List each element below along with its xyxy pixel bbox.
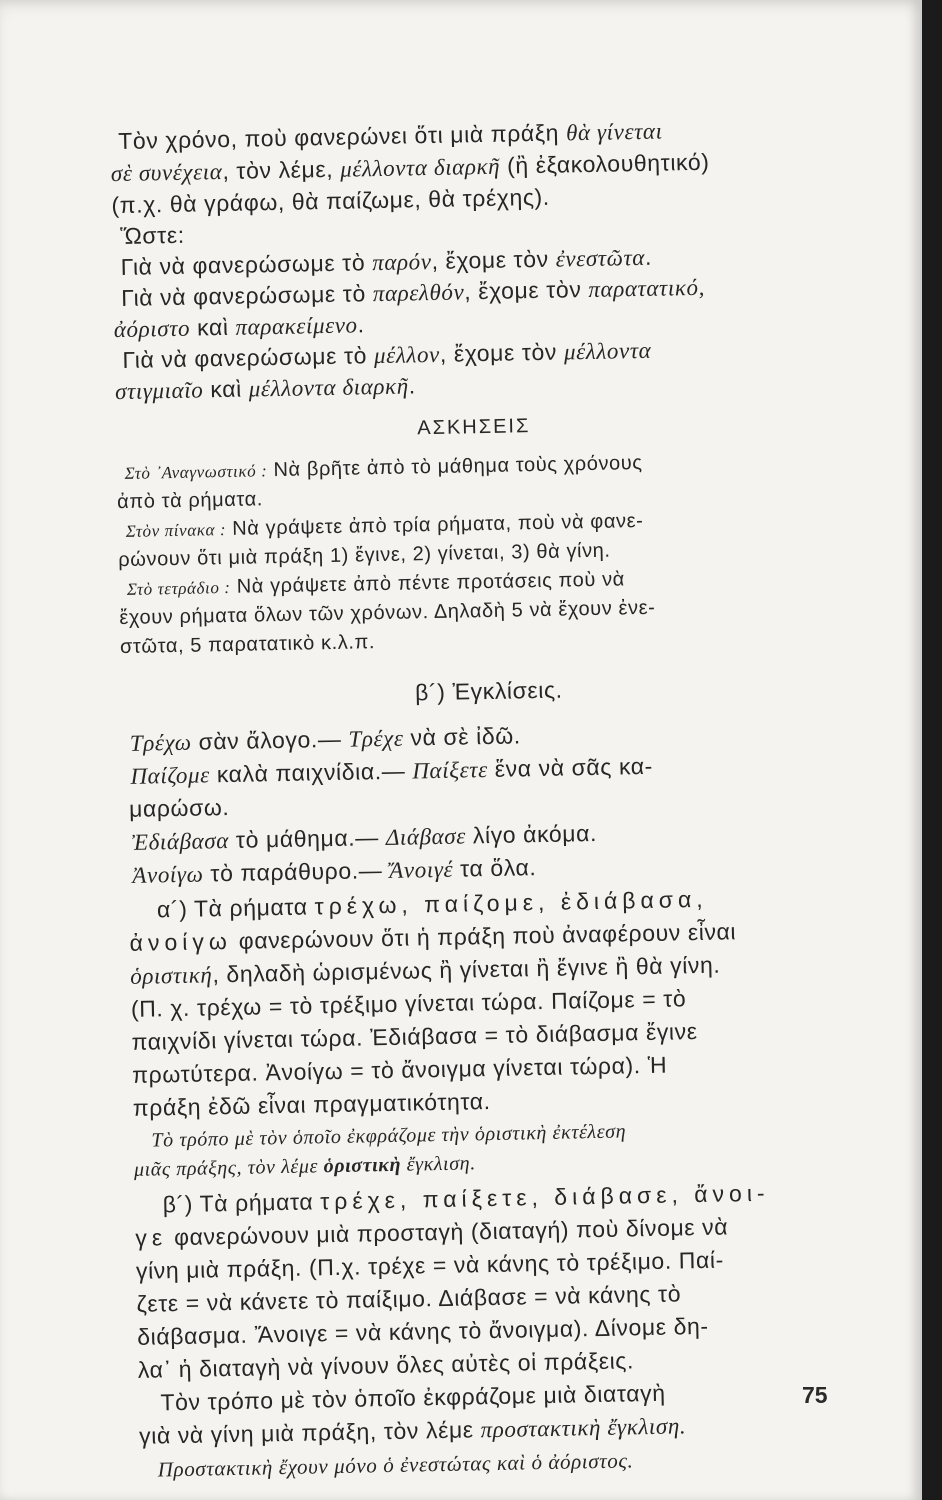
section-title: β´) Ἐγκλίσεις. xyxy=(414,676,563,706)
para-b-line-7: Τὸν τρόπο μὲ τὸν ὁποῖο ἐκφράζομε μιὰ διαταγὴ xyxy=(160,1379,666,1416)
text: νὰ σὲ ἰδῶ. xyxy=(403,722,522,751)
text: τὸ μάθημα.— xyxy=(228,823,387,853)
italic-text: Διάβασε xyxy=(385,823,467,850)
text: . xyxy=(408,372,416,399)
exercise-1-line-2: ἀπὸ τὰ ρήματα. xyxy=(116,488,264,514)
exercises-title: ΑΣΚΗΣΕΙΣ xyxy=(417,415,531,440)
text: , ἔχομε τὸν xyxy=(464,276,589,305)
para-b-line-3: γίνη μιὰ πράξη. (Π.χ. τρέχε = νὰ κάνης τὸ τρέξιμο. Παί- xyxy=(135,1246,725,1284)
text: , τὸν λέμε, xyxy=(222,155,341,185)
spaced-text: τρέχε, παίξετε, διάβασε, ἄνοι- xyxy=(319,1179,770,1215)
italic-text: Τρέχε xyxy=(348,725,404,752)
para-b-line-4: ζετε = νὰ κάνετε τὸ παίξιμο. Διάβασε = νὰ κάνης τὸ xyxy=(136,1280,682,1317)
para-a-line-6: πρωτύτερα. Ἀνοίγω = τὸ ἄνοιγμα γίνεται τώρα). Ἡ xyxy=(131,1051,668,1088)
para-a-line-8: Τὸ τρόπο μὲ τὸν ὁποῖο ἐκφράζομε τὴν ὁριστικὴ ἐκτέλεση xyxy=(151,1120,627,1152)
italic-text: Τρέχω xyxy=(129,729,192,756)
text: , ἔχομε τὸν xyxy=(431,245,556,275)
text: (ἢ ἐξακολουθητικό) xyxy=(499,148,710,179)
text: . xyxy=(357,311,365,338)
text: , ἔχομε τὸν xyxy=(439,338,565,367)
italic-text: Ἀνοίγω xyxy=(132,861,204,888)
example-4 xyxy=(132,848,832,888)
page-number: 75 xyxy=(802,1382,828,1408)
para-a-line-4: (Π. χ. τρέχω = τὸ τρέξιμο γίνεται τώρα. Παίζομε = τὸ xyxy=(130,985,687,1022)
text: , δηλαδὴ ὡρισμένως ἢ γίνεται ἢ ἔγινε ἢ θὰ γίνη. xyxy=(212,951,721,988)
text: λίγο ἀκόμα. xyxy=(465,819,598,849)
para-a-line-5: παιχνίδι γίνεται τώρα. Ἐδιάβασα = τὸ διάβασμα ἔγινε xyxy=(131,1018,698,1055)
italic-text: θὰ γίνεται xyxy=(565,118,663,146)
text: τὸ παράθυρο.— xyxy=(203,856,390,887)
italic-text: ἔγκλιση. xyxy=(400,1152,477,1176)
italic-text: σὲ συνέχεια xyxy=(110,159,223,187)
italic-text: ἐνεστῶτα xyxy=(555,244,646,272)
italic-text: παρακείμενο xyxy=(235,312,358,340)
text: καλὰ παιχνίδια.— xyxy=(209,757,413,788)
italic-text: Παίζομε xyxy=(130,762,211,789)
text: Νὰ γράψετε ἀπὸ τρία ρήματα, ποὺ νὰ φανε- xyxy=(225,509,644,540)
italic-text: Ἄνοιγέ xyxy=(389,856,454,883)
text: σὰν ἄλογο.— xyxy=(191,725,349,755)
spaced-text: ἀνοίγω xyxy=(129,927,233,956)
spaced-text: τρέχω, παίζομε, ἐδιάβασα, xyxy=(314,885,708,920)
text: Τὸν χρόνο, ποὺ φανερώνει ὅτι μιὰ πράξη xyxy=(118,119,567,154)
text: β´) Τὰ ρήματα xyxy=(162,1188,321,1218)
italic-text: στιγμιαῖο xyxy=(114,377,204,405)
text: Νὰ γράψετε ἀπὸ πέντε προτάσεις ποὺ νὰ xyxy=(230,568,626,598)
text: ἕνα νὰ σᾶς κα- xyxy=(487,752,654,783)
para-b-line-8 xyxy=(139,1409,843,1450)
italic-text: μέλλον xyxy=(373,341,441,369)
italic-text: μέλλοντα διαρκῆ xyxy=(339,153,501,182)
italic-text: ὁριστική xyxy=(130,962,213,989)
exercise-3-line-2: ἔχουν ρήματα ὅλων τῶν χρόνων. Δηλαδὴ 5 νὰ ἔχουν ἐνε- xyxy=(119,596,656,630)
italic-text: μέλλοντα xyxy=(563,337,652,365)
exercise-3-line-3: στῶτα, 5 παρατατικὸ κ.λ.π. xyxy=(119,631,376,659)
para-b-line-6: λα᾽ ἡ διαταγὴ νὰ γίνουν ὅλες αὐτὲς οἱ πράξεις. xyxy=(137,1347,635,1383)
text: Γιὰ νὰ φανερώσωμε τὸ xyxy=(122,342,375,373)
text: α´) Τὰ ρήματα xyxy=(156,893,315,923)
italic-text: προστακτικὴ ἔγκλιση. xyxy=(480,1413,687,1443)
summary-intro: Ὥστε: xyxy=(119,221,185,249)
page-text xyxy=(110,115,844,1483)
para-b-line-5: διάβασμα. Ἄνοιγε = νὰ κάνης τὸ ἄνοιγμα). Δίνομε δη- xyxy=(136,1312,709,1350)
text: καὶ xyxy=(203,375,250,403)
text: γιὰ νὰ γίνη μιὰ πράξη, τὸν λέμε xyxy=(138,1416,481,1449)
exercise-2-line-2: ρώνουν ὅτι μιὰ πράξη 1) ἔγινε, 2) γίνεται, 3) θὰ γίνη. xyxy=(118,539,611,572)
text: τα ὅλα. xyxy=(452,854,537,882)
italic-text: Παίξετε xyxy=(412,757,489,784)
para1-line-3: (π.χ. θὰ γράφω, θὰ παίζωμε, θὰ τρέχης). xyxy=(111,183,551,219)
text: . xyxy=(644,243,653,270)
text: φανερώνουν μιὰ προσταγὴ (διαταγή) ποὺ δίνομε νὰ xyxy=(166,1213,729,1251)
italic-text: παρατατικό, xyxy=(588,274,706,302)
italic-text: ἀόριστο xyxy=(113,315,191,343)
exercise-label: Στὸν πίνακα : xyxy=(125,519,227,541)
spaced-text: γε xyxy=(135,1224,168,1251)
text: καὶ xyxy=(189,313,236,341)
exercise-label: Στὸ τετράδιο : xyxy=(126,577,231,599)
text: Γιὰ νὰ φανερώσωμε τὸ xyxy=(120,249,373,280)
text: φανερώνουν ὅτι ἡ πράξη ποὺ ἀναφέρουν εἶναι xyxy=(231,918,737,954)
para-b-line-9: Προστακτικὴ ἔχουν μόνο ὁ ἐνεστώτας καὶ ὁ ἀόριστος. xyxy=(157,1448,634,1482)
exercise-label: Στὸ ᾽Αναγνωστικό : xyxy=(124,461,268,483)
italic-text: παρόν xyxy=(371,249,432,276)
para-a-line-7: πράξη ἐδῶ εἶναι πραγματικότητα. xyxy=(132,1088,491,1121)
text: Νὰ βρῆτε ἀπὸ τὸ μάθημα τοὺς χρόνους xyxy=(267,451,643,482)
example-2-cont: μαρώσω. xyxy=(128,793,230,822)
italic-text: παρελθόν xyxy=(372,279,465,307)
italic-text: μιᾶς πράξης, τὸν λέμε xyxy=(133,1155,324,1181)
bold-text: ὁριστικὴ xyxy=(323,1153,402,1178)
italic-text: Ἐδιάβασα xyxy=(131,828,230,855)
text: Γιὰ νὰ φανερώσωμε τὸ xyxy=(121,280,374,311)
italic-text: μέλλοντα διαρκῆ xyxy=(248,373,409,402)
